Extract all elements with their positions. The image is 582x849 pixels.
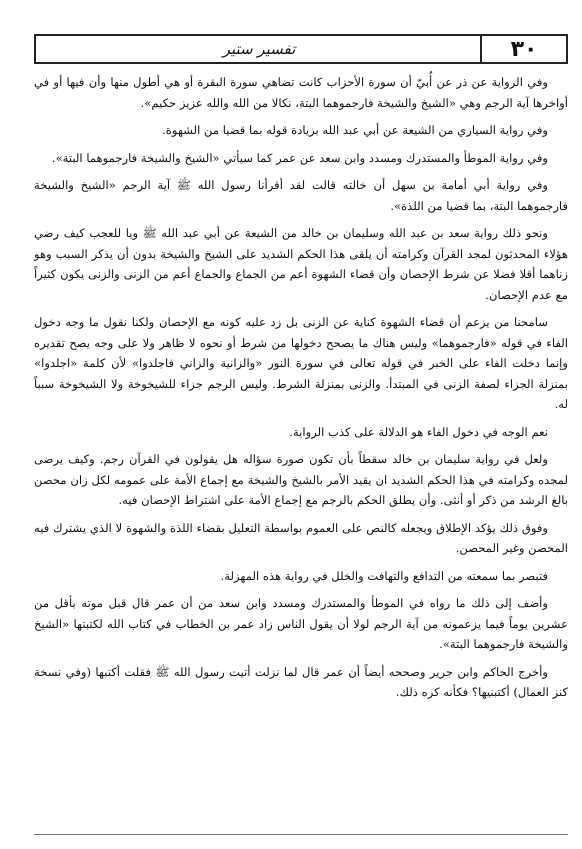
- paragraph: وفي رواية السياري من الشيعة عن أبي عبد الله بزيادة قوله بما قضيا من الشهوة.: [162, 123, 548, 137]
- paragraph: وفي الرواية عن ذر عن أُبيّ أن سورة الأحزاب كانت تضاهي سورة البقرة أو هي أطول منها وأن فيها أو في أواخرها آية الرجم وهي «الشيخ والشيخة فارجموهما البتة، نكالا من الله والله عزيز حكيم».: [34, 75, 568, 110]
- paragraph: وأضف إلى ذلك ما رواه في الموطأ والمستدرك ومسدد وابن سعد من أن عمر قال قبل موته بأقل من عشرين يوماً فيما يزعمونه من آية الرجم لولا أن يقول الناس زاد عمر بن الخطاب في كتاب الله لكتبتها «الشيخ والشيخة فارجموهما البتة».: [34, 596, 568, 651]
- paragraph: وفوق ذلك يؤكد الإطلاق ويجعله كالنص على العموم بواسطة التعليل بقضاء اللذة والشهوة لا الذي يشترك فيه المحصن وغير المحصن.: [34, 520, 568, 555]
- paragraph: ونحو ذلك رواية سعد بن عبد الله وسليمان بن خالد من الشيعة عن أبي عبد الله ﷺ ويا للعجب كيف رضي هؤلاء المحدثون لمجد القرآن وكرامته أن يلقى هذا الحكم الشديد على الشيخ والشيخة بدون أن يذكر السبب وهو زناهما أقلا فضلا عن شرط الإحصان وأن قضاء الشهوة أعم من الجماع والجماع أعم من الزنى والزنى يكون كثيراً مع عدم الإحصان.: [34, 226, 568, 302]
- page-body: [34, 72, 568, 710]
- paragraph: وأخرج الحاكم وابن جرير وصححه أيضاً أن عمر قال لما نزلت أتيت رسول الله ﷺ فقلت أكتبها (وفي نسخة كنز العمال) أكتبنيها؟ فكأنه كره ذلك.: [34, 664, 568, 699]
- footer-rule: [34, 834, 568, 835]
- page-header: [34, 34, 568, 64]
- paragraph: وفي رواية أبي أمامة بن سهل أن خالته قالت لقد أقرأنا رسول الله ﷺ آية الرجم «الشيخ والشيخة فارجموهما البتة، بما قضيا من اللذة».: [34, 178, 568, 213]
- paragraph: نعم الوجه في دخول الفاء هو الدلالة على كذب الرواية.: [289, 424, 548, 439]
- paragraph: ولعل في رواية سليمان بن خالد سقطاً بأن تكون صورة سؤاله هل يقولون في القرآن رجم. وكيف يرضى لمجده وكرامته في هذا الحكم الشديد ان يقيد الأمر بالشيخ والشيخة مع إجماع الأمة على عمومه لكل زان محصن بالغ الرشد من ذكر أو أنثى. وأن يطلق الحكم بالرجم مع إجماع الأمة على اشتراط الإحصان فيه.: [34, 452, 568, 507]
- paragraph: سامحنا من يزعم أن قضاء الشهوة كناية عن الزنى بل زد عليه كونه مع الإحصان ولكنا نقول ما وجه دخول الفاء في قوله «فارجموهما» وليس هناك ما يصحح دخولها من شرط أو نحوه لا ظاهر ولا على وجه يصح تقديره وإنما دخلت الفاء على الخبر في قوله تعالى في سورة النور «والزانية والزاني فاجلدوا» لأن كلمة «اجلدوا» بمنزلة الجزاء لصفة الزنى في المبتدأ. والزنى بمنزلة الشرط. وليس الرجم جزاء للشيخوخة ولا الشيخوخة سبباً له.: [34, 315, 568, 411]
- running-title: تفسير ستير: [222, 40, 296, 58]
- paragraph: فتبصر بما سمعته من التدافع والتهافت والخلل في رواية هذه المهزلة.: [220, 568, 548, 583]
- page-number: ٣٠: [480, 36, 566, 62]
- paragraph: وفي رواية الموطأ والمستدرك ومسدد وابن سعد عن عمر كما سيأتي «الشيخ والشيخة فارجموهما البتة».: [51, 150, 548, 165]
